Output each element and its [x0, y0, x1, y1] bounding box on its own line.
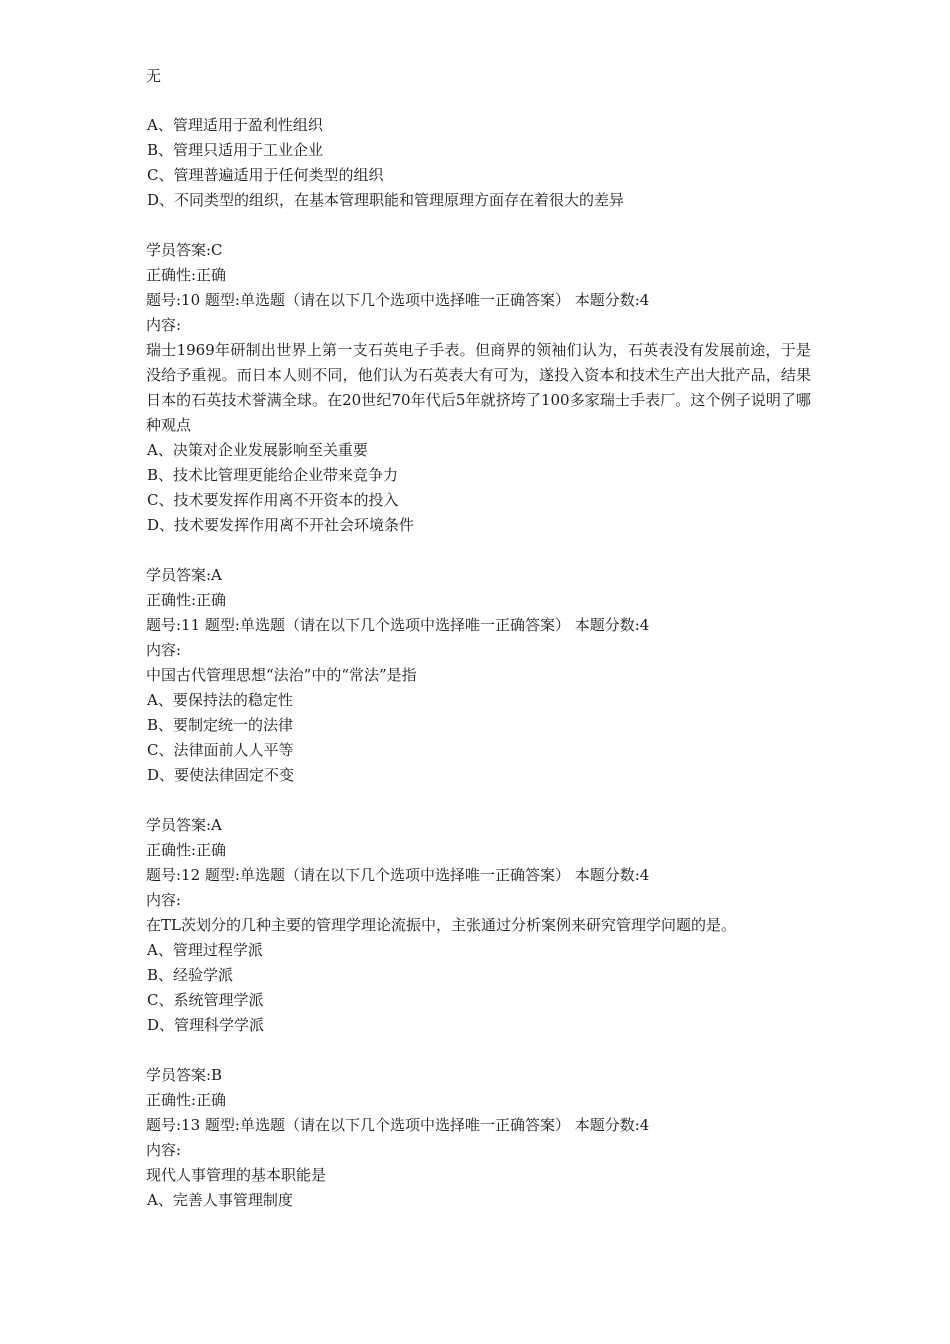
correctness: 正确性:正确 [146, 266, 227, 284]
spacer [146, 213, 811, 238]
spacer [146, 1038, 811, 1063]
option-c: C、管理普遍适用于任何类型的组织 [147, 166, 384, 184]
option-b: B、经验学派 [147, 966, 234, 984]
option-d: D、要使法律固定不变 [147, 766, 295, 784]
student-answer: 学员答案:A [146, 566, 222, 584]
student-answer: 学员答案:C [146, 241, 223, 259]
option-a: A、决策对企业发展影响至关重要 [147, 441, 368, 459]
option-c: C、技术要发挥作用离不开资本的投入 [147, 491, 399, 509]
student-answer: 学员答案:A [146, 816, 222, 834]
content-label: 内容: [146, 641, 182, 659]
previous-answer-none: 无 [146, 67, 162, 85]
question-content: 现代人事管理的基本职能是 [146, 1166, 327, 1184]
student-answer: 学员答案:B [146, 1066, 223, 1084]
correctness: 正确性:正确 [146, 841, 227, 859]
question-content: 中国古代管理思想“法治”中的“常法”是指 [146, 666, 417, 684]
spacer [146, 538, 811, 563]
question-meta: 题号:11 题型:单选题（请在以下几个选项中选择唯一正确答案） 本题分数:4 [146, 616, 650, 634]
correctness: 正确性:正确 [146, 591, 227, 609]
option-a: A、管理过程学派 [147, 941, 263, 959]
option-d: D、技术要发挥作用离不开社会环境条件 [147, 516, 415, 534]
content-label: 内容: [146, 1141, 182, 1159]
option-a: A、完善人事管理制度 [147, 1191, 293, 1209]
option-a: A、要保持法的稳定性 [147, 691, 293, 709]
option-c: C、系统管理学派 [147, 991, 264, 1009]
option-b: B、要制定统一的法律 [147, 716, 294, 734]
option-c: C、法律面前人人平等 [147, 741, 294, 759]
question-meta: 题号:13 题型:单选题（请在以下几个选项中选择唯一正确答案） 本题分数:4 [146, 1116, 650, 1134]
question-meta: 题号:12 题型:单选题（请在以下几个选项中选择唯一正确答案） 本题分数:4 [146, 866, 650, 884]
spacer [146, 788, 811, 813]
question-content: 在TL茨划分的几种主要的管理学理论流振中，主张通过分析案例来研究管理学问题的是。 [146, 916, 736, 934]
document-body [146, 64, 811, 1213]
option-d: D、不同类型的组织，在基本管理职能和管理原理方面存在着很大的差异 [147, 191, 625, 209]
option-b: B、管理只适用于工业企业 [147, 141, 324, 159]
option-b: B、技术比管理更能给企业带来竞争力 [147, 466, 399, 484]
spacer [146, 89, 811, 113]
content-label: 内容: [146, 316, 182, 334]
content-label: 内容: [146, 891, 182, 909]
question-content: 瑞士1969年研制出世界上第一支石英电子手表。但商界的领袖们认为，石英表没有发展前途，于是没给予重视。而日本人则不同，他们认为石英表大有可为，遂投入资本和技术生产出大批产品，结果日本的石英技术誉满全球。在20世纪70年代后5年就挤垮了100多家瑞士手表厂。这个例子说明了哪种观点 [146, 341, 811, 434]
option-d: D、管理科学学派 [147, 1016, 265, 1034]
option-a: A、管理适用于盈利性组织 [147, 116, 323, 134]
question-meta: 题号:10 题型:单选题（请在以下几个选项中选择唯一正确答案） 本题分数:4 [146, 291, 650, 309]
correctness: 正确性:正确 [146, 1091, 227, 1109]
